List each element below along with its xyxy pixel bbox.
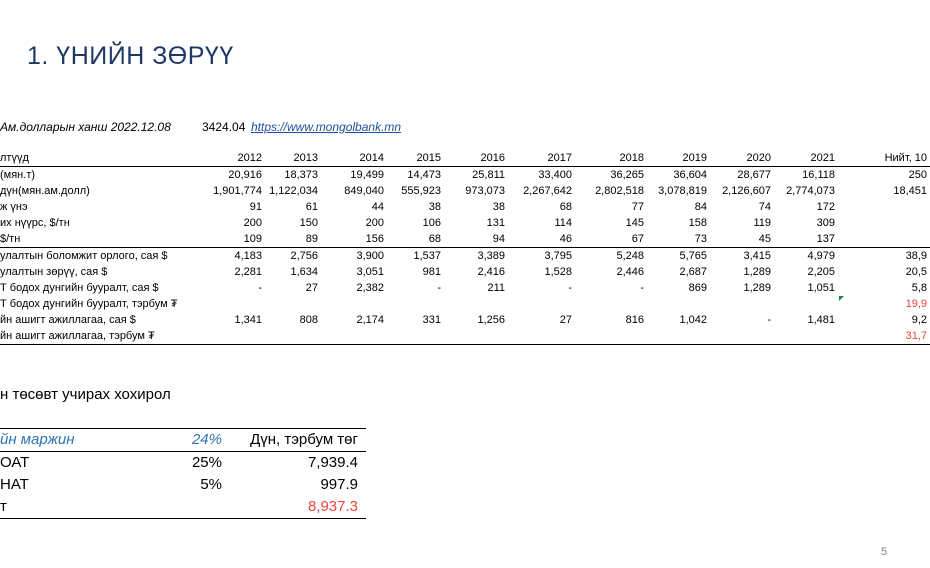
table-cell	[508, 328, 575, 345]
table-cell	[387, 328, 444, 345]
row-label-cell: йн ашигт ажиллагаа, сая $	[0, 314, 136, 326]
table-row	[0, 248, 930, 265]
margin-rate: 24%	[170, 429, 222, 452]
table-cell: -	[767, 314, 771, 326]
mongolbank-link[interactable]: https://www.mongolbank.mn	[251, 120, 402, 134]
table-cell: 3,795	[544, 250, 572, 262]
amount-header: Дүн, тэрбум төг	[222, 429, 366, 452]
table-cell: 131	[486, 217, 505, 229]
table-cell	[265, 296, 321, 312]
table-cell	[321, 296, 387, 312]
row-label-cell: йн ашигт ажиллагаа, тэрбум ₮	[0, 328, 200, 345]
table-body	[0, 167, 930, 345]
header-cell: 2021	[774, 150, 838, 167]
total-cell	[838, 199, 930, 215]
header-cell: 2019	[647, 150, 710, 167]
table-row	[0, 199, 930, 215]
table-cell: 67	[575, 231, 647, 248]
exchange-rate-label: Ам.долларын ханш 2022.12.08	[0, 120, 171, 134]
table-cell: 19,499	[350, 169, 384, 181]
table-cell: 36,604	[673, 169, 707, 181]
budget-header-row	[0, 429, 366, 452]
table-cell: 1,289	[743, 266, 771, 278]
table-cell: 2,205	[807, 266, 835, 278]
table-cell: 61	[305, 201, 318, 213]
table-cell: 4,979	[807, 250, 835, 262]
header-cell: 2018	[575, 150, 647, 167]
table-cell: 3,051	[356, 266, 384, 278]
table-cell	[774, 296, 838, 312]
table-cell: 73	[647, 231, 710, 248]
budget-total-label: т	[0, 496, 170, 519]
table-cell: 172	[816, 201, 835, 213]
header-cell: 2014	[321, 150, 387, 167]
row-label-cell: дүн(мян.ам.долл)	[0, 185, 90, 197]
table-cell: 3,389	[477, 250, 505, 262]
table-cell: -	[568, 282, 572, 294]
table-cell: 973,073	[465, 185, 505, 197]
budget-total-row	[0, 496, 366, 519]
table-cell: 2,687	[679, 266, 707, 278]
table-cell: 5,248	[616, 250, 644, 262]
header-cell: 2020	[710, 150, 774, 167]
total-cell: 9,2	[911, 314, 927, 326]
table-cell: 2,416	[477, 266, 505, 278]
table-cell: 119	[753, 217, 771, 229]
table-cell: 2,774,073	[786, 185, 835, 197]
budget-row-amount: 997.9	[320, 476, 358, 493]
table-cell: 1,051	[807, 282, 835, 294]
total-cell: 38,9	[905, 250, 927, 262]
table-cell: 1,901,774	[213, 185, 262, 197]
table-cell: 77	[631, 201, 644, 213]
table-cell	[575, 296, 647, 312]
table-cell	[508, 296, 575, 312]
budget-total-rate	[170, 496, 222, 519]
table-cell: 25,811	[472, 169, 505, 181]
table-cell: 89	[265, 231, 321, 248]
table-cell: 36,265	[610, 169, 644, 181]
table-cell: 2,267,642	[523, 185, 572, 197]
total-cell	[838, 231, 930, 248]
table-cell	[710, 296, 774, 312]
budget-row-label: ОАТ	[0, 454, 30, 471]
budget-loss-table	[0, 428, 366, 519]
total-cell: 31,7	[838, 328, 930, 345]
table-row	[0, 264, 930, 280]
table-cell: 211	[487, 282, 505, 294]
table-cell: 1,042	[679, 314, 707, 326]
table-cell: 200	[243, 217, 262, 229]
header-cell: 2016	[444, 150, 508, 167]
table-cell: 38	[428, 201, 441, 213]
table-cell: 109	[200, 231, 265, 248]
table-cell: 331	[422, 314, 441, 326]
slide-title: 1. ҮНИЙН ЗӨРҮҮ	[27, 42, 234, 70]
table-cell: 156	[321, 231, 387, 248]
table-cell: 3,078,819	[658, 185, 707, 197]
table-row	[0, 167, 930, 184]
table-cell: 1,256	[477, 314, 505, 326]
table-row	[0, 296, 930, 312]
table-cell: 3,900	[356, 250, 384, 262]
cell-comment-marker	[839, 296, 844, 301]
budget-loss-title: н төсөвт учирах хохирол	[0, 386, 171, 403]
table-cell	[710, 328, 774, 345]
table-row	[0, 183, 930, 199]
row-label-cell: Т бодох дунгийн бууралт, сая $	[0, 282, 159, 294]
table-cell	[321, 328, 387, 345]
table-cell	[200, 328, 265, 345]
table-cell: 74	[758, 201, 771, 213]
table-cell: 849,040	[344, 185, 384, 197]
table-cell: 45	[710, 231, 774, 248]
table-cell	[444, 328, 508, 345]
table-cell	[444, 296, 508, 312]
table-cell: 1,481	[807, 314, 835, 326]
budget-row-rate: 5%	[200, 476, 222, 493]
table-cell	[774, 328, 838, 345]
table-row	[0, 231, 930, 248]
budget-row-amount: 7,939.4	[307, 454, 358, 471]
table-cell: 114	[554, 217, 572, 229]
margin-label: йн маржин	[0, 429, 170, 452]
table-cell: -	[640, 282, 644, 294]
table-cell: 1,634	[290, 266, 318, 278]
table-cell: 27	[305, 282, 318, 294]
row-label-cell: их нүүрс, $/тн	[0, 217, 70, 229]
table-cell: 44	[371, 201, 384, 213]
row-label-cell: $/тн	[0, 231, 200, 248]
budget-row-rate: 25%	[191, 454, 222, 471]
table-cell: 91	[249, 201, 262, 213]
table-cell: 981	[422, 266, 441, 278]
row-label-cell: (мян.т)	[0, 169, 36, 181]
table-cell: 309	[816, 217, 835, 229]
table-cell: 145	[625, 217, 644, 229]
header-cell: 2013	[265, 150, 321, 167]
table-cell: 808	[299, 314, 318, 326]
table-cell: 2,756	[290, 250, 318, 262]
table-cell: -	[437, 282, 441, 294]
header-cell: лтүүд	[0, 150, 200, 167]
table-cell: 27	[559, 314, 572, 326]
table-cell: 200	[365, 217, 384, 229]
table-cell	[647, 296, 710, 312]
table-cell: 2,446	[616, 266, 644, 278]
table-cell: 5,765	[679, 250, 707, 262]
table-cell: 33,400	[538, 169, 572, 181]
table-cell	[575, 328, 647, 345]
table-cell: 1,341	[234, 314, 262, 326]
table-cell: 16,118	[802, 169, 835, 181]
table-cell	[387, 296, 444, 312]
total-cell: 19,9	[905, 298, 927, 310]
table-cell: 2,382	[356, 282, 384, 294]
budget-row	[0, 452, 366, 475]
table-cell: 137	[774, 231, 838, 248]
total-cell: 20,5	[905, 266, 927, 278]
table-cell: 14,473	[407, 169, 441, 181]
table-cell: 2,126,607	[722, 185, 771, 197]
table-cell: 1,537	[413, 250, 441, 262]
budget-row-label: НАТ	[0, 476, 29, 493]
table-cell: 3,415	[743, 250, 771, 262]
table-row	[0, 280, 930, 296]
table-cell: 68	[387, 231, 444, 248]
table-cell: 2,174	[356, 314, 384, 326]
row-label-cell: Т бодох дунгийн бууралт, тэрбум ₮	[0, 298, 178, 310]
table-row	[0, 215, 930, 231]
table-row	[0, 328, 930, 345]
table-cell: 20,916	[228, 169, 262, 181]
table-cell: 46	[508, 231, 575, 248]
total-cell	[838, 215, 930, 231]
table-cell: -	[258, 282, 262, 294]
table-cell	[200, 296, 265, 312]
table-cell: 158	[688, 217, 707, 229]
table-cell: 94	[444, 231, 508, 248]
table-cell: 106	[422, 217, 441, 229]
table-row	[0, 312, 930, 328]
budget-row	[0, 474, 366, 496]
table-cell: 68	[559, 201, 572, 213]
table-cell: 38	[492, 201, 505, 213]
header-cell: 2015	[387, 150, 444, 167]
exchange-rate-value: 3424.04	[202, 120, 246, 134]
table-header-row	[0, 150, 930, 167]
row-label-cell: ж үнэ	[0, 201, 28, 213]
table-cell: 869	[688, 282, 707, 294]
table-cell: 816	[625, 314, 644, 326]
table-cell: 2,281	[234, 266, 262, 278]
table-cell: 1,122,034	[269, 185, 318, 197]
table-cell	[265, 328, 321, 345]
table-cell: 150	[299, 217, 318, 229]
table-cell: 84	[694, 201, 707, 213]
header-cell: 2012	[200, 150, 265, 167]
table-cell	[647, 328, 710, 345]
budget-total-amount: 8,937.3	[222, 496, 366, 519]
table-cell: 18,373	[284, 169, 318, 181]
total-cell: 5,8	[911, 282, 927, 294]
table-cell: 1,528	[544, 266, 572, 278]
row-label-cell: улалтын боломжит орлого, сая $	[0, 250, 168, 262]
total-cell: 250	[908, 169, 927, 181]
row-label-cell: улалтын зөрүү, сая $	[0, 266, 108, 278]
table-cell: 555,923	[401, 185, 441, 197]
header-cell: Нийт, 10	[838, 150, 930, 167]
page-number: 5	[881, 546, 888, 558]
table-cell: 1,289	[743, 282, 771, 294]
price-difference-table	[0, 150, 930, 345]
table-cell: 2,802,518	[595, 185, 644, 197]
table-cell: 28,677	[737, 169, 771, 181]
table-cell: 4,183	[234, 250, 262, 262]
header-cell: 2017	[508, 150, 575, 167]
total-cell: 18,451	[893, 185, 927, 197]
